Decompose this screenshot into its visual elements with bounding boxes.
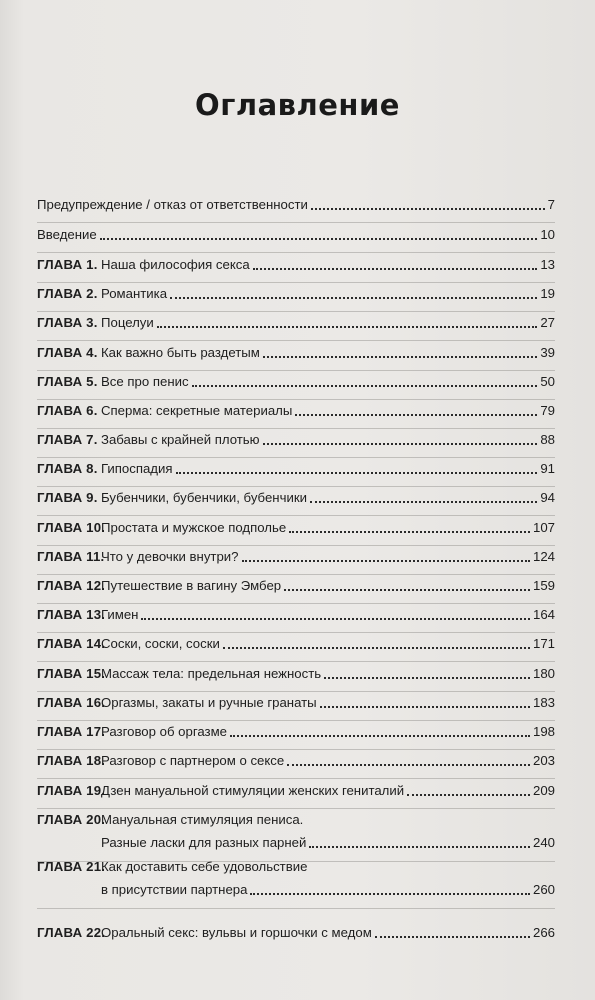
- page-number: 79: [540, 403, 555, 418]
- chapter-label: ГЛАВА 18.: [37, 753, 106, 768]
- page-number: 10: [540, 227, 555, 242]
- chapter-label: ГЛАВА 5.: [37, 374, 98, 389]
- chapter-label: ГЛАВА 10.: [37, 520, 106, 535]
- dot-leader: [192, 385, 538, 387]
- toc-entry: [37, 753, 555, 775]
- toc-entry: [37, 812, 555, 850]
- chapter-label: ГЛАВА 16.: [37, 695, 106, 710]
- row-divider: [37, 691, 555, 692]
- chapter-label: ГЛАВА 7.: [37, 432, 98, 447]
- row-divider: [37, 808, 555, 809]
- dot-leader: [310, 501, 537, 503]
- entry-title: Введение: [37, 227, 97, 242]
- entry-title-continued: в присутствии партнера: [101, 882, 248, 897]
- chapter-label: ГЛАВА 11.: [37, 549, 105, 564]
- toc-entry: [37, 724, 555, 746]
- entry-title: Мануальная стимуляция пениса.: [101, 812, 304, 827]
- row-divider: [37, 399, 555, 400]
- page-number: 164: [532, 607, 555, 622]
- row-divider: [37, 222, 555, 223]
- page-number: 183: [532, 695, 555, 710]
- toc-entry: [37, 578, 555, 600]
- entry-title: Бубенчики, бубенчики, бубенчики: [101, 490, 307, 505]
- entry-title: Простата и мужское подполье: [101, 520, 287, 535]
- entry-title: Как доставить себе удовольствие: [101, 859, 308, 874]
- entry-title: Что у девочки внутри?: [101, 549, 239, 564]
- chapter-label: ГЛАВА 13.: [37, 607, 106, 622]
- chapter-label: ГЛАВА 12.: [37, 578, 106, 593]
- entry-title: Гипоспадия: [101, 461, 173, 476]
- dot-leader: [250, 893, 530, 895]
- dot-leader: [263, 356, 538, 358]
- dot-leader: [320, 706, 530, 708]
- toc-entry: [37, 257, 555, 279]
- page-number: 88: [540, 432, 555, 447]
- chapter-label: ГЛАВА 14.: [37, 636, 106, 651]
- row-divider: [37, 457, 555, 458]
- toc-entry: [37, 607, 555, 629]
- dot-leader: [230, 735, 530, 737]
- page-title: Оглавление: [195, 88, 400, 122]
- chapter-label: ГЛАВА 17.: [37, 724, 106, 739]
- entry-title: Наша философия секса: [101, 257, 250, 272]
- toc-entry: [37, 636, 555, 658]
- row-divider: [37, 311, 555, 312]
- toc-entry: [37, 520, 555, 542]
- entry-title: Забавы с крайней плотью: [101, 432, 260, 447]
- row-divider: [37, 778, 555, 779]
- chapter-label: ГЛАВА 15.: [37, 666, 106, 681]
- dot-leader: [295, 414, 537, 416]
- dot-leader: [157, 326, 538, 328]
- toc-entry: [37, 925, 555, 947]
- chapter-label: ГЛАВА 4.: [37, 345, 98, 360]
- chapter-label: ГЛАВА 20.: [37, 812, 106, 827]
- toc-entry: [37, 286, 555, 308]
- entry-title: Оргазмы, закаты и ручные гранаты: [101, 695, 317, 710]
- row-divider: [37, 661, 555, 662]
- toc-entry: [37, 666, 555, 688]
- dot-leader: [284, 589, 530, 591]
- entry-title: Романтика: [101, 286, 168, 301]
- row-divider: [37, 545, 555, 546]
- page-number: 260: [532, 882, 555, 897]
- entry-title: Как важно быть раздетым: [101, 345, 260, 360]
- row-divider: [37, 252, 555, 253]
- entry-title: Сперма: секретные материалы: [101, 403, 293, 418]
- toc-entry: [37, 403, 555, 425]
- page-number: 171: [532, 636, 555, 651]
- row-divider: [37, 282, 555, 283]
- toc-entry: [37, 461, 555, 483]
- entry-title: Поцелуи: [101, 315, 154, 330]
- page-number: 50: [540, 374, 555, 389]
- toc-entry: [37, 859, 555, 897]
- row-divider: [37, 908, 555, 909]
- page-number: 159: [532, 578, 555, 593]
- entry-title: Массаж тела: предельная нежность: [101, 666, 322, 681]
- dot-leader: [289, 531, 530, 533]
- toc-entry: [37, 549, 555, 571]
- dot-leader: [242, 560, 530, 562]
- toc-entry: [37, 345, 555, 367]
- chapter-label: ГЛАВА 8.: [37, 461, 98, 476]
- row-divider: [37, 603, 555, 604]
- dot-leader: [311, 208, 545, 210]
- chapter-label: ГЛАВА 2.: [37, 286, 98, 301]
- toc-entry: [37, 695, 555, 717]
- row-divider: [37, 749, 555, 750]
- entry-title: Все про пенис: [101, 374, 189, 389]
- page-number: 240: [532, 835, 555, 850]
- row-divider: [37, 632, 555, 633]
- dot-leader: [263, 443, 538, 445]
- dot-leader: [223, 647, 530, 649]
- page-number: 107: [532, 520, 555, 535]
- row-divider: [37, 370, 555, 371]
- page-number: 39: [540, 345, 555, 360]
- entry-title: Оральный секс: вульвы и горшочки с медом: [101, 925, 372, 940]
- dot-leader: [170, 297, 537, 299]
- dot-leader: [309, 846, 530, 848]
- toc-entry: [37, 374, 555, 396]
- row-divider: [37, 428, 555, 429]
- row-divider: [37, 340, 555, 341]
- entry-title: Разговор об оргазме: [101, 724, 228, 739]
- chapter-label: ГЛАВА 19.: [37, 783, 106, 798]
- dot-leader: [100, 238, 538, 240]
- dot-leader: [375, 936, 530, 938]
- page-number: 94: [540, 490, 555, 505]
- row-divider: [37, 515, 555, 516]
- dot-leader: [176, 472, 538, 474]
- entry-title: Соски, соски, соски: [101, 636, 220, 651]
- row-divider: [37, 720, 555, 721]
- toc-entry: [37, 315, 555, 337]
- page-number: 198: [532, 724, 555, 739]
- page-number: 19: [540, 286, 555, 301]
- chapter-label: ГЛАВА 3.: [37, 315, 98, 330]
- page-number: 124: [532, 549, 555, 564]
- dot-leader: [324, 677, 530, 679]
- chapter-label: ГЛАВА 6.: [37, 403, 98, 418]
- entry-title: Путешествие в вагину Эмбер: [101, 578, 282, 593]
- row-divider: [37, 486, 555, 487]
- toc-entry: [37, 783, 555, 805]
- dot-leader: [253, 268, 538, 270]
- page-number: 266: [532, 925, 555, 940]
- page-number: 7: [547, 197, 555, 212]
- toc-entry: [37, 227, 555, 249]
- chapter-label: ГЛАВА 9.: [37, 490, 98, 505]
- row-divider: [37, 574, 555, 575]
- page-number: 27: [540, 315, 555, 330]
- page-number: 91: [540, 461, 555, 476]
- chapter-label: ГЛАВА 22.: [37, 925, 106, 940]
- dot-leader: [287, 764, 530, 766]
- chapter-label: ГЛАВА 1.: [37, 257, 98, 272]
- toc-entry: [37, 197, 555, 219]
- entry-title: Разговор с партнером о сексе: [101, 753, 285, 768]
- page-number: 180: [532, 666, 555, 681]
- page-number: 209: [532, 783, 555, 798]
- entry-title: Дзен мануальной стимуляции женских гениталий: [101, 783, 405, 798]
- toc-entry: [37, 432, 555, 454]
- entry-title: Гимен: [101, 607, 139, 622]
- chapter-label: ГЛАВА 21.: [37, 859, 106, 874]
- dot-leader: [407, 794, 530, 796]
- page-number: 203: [532, 753, 555, 768]
- entry-title-continued: Разные ласки для разных парней: [101, 835, 307, 850]
- toc-entry: [37, 490, 555, 512]
- dot-leader: [141, 618, 530, 620]
- entry-title: Предупреждение / отказ от ответственности: [37, 197, 308, 212]
- page-number: 13: [540, 257, 555, 272]
